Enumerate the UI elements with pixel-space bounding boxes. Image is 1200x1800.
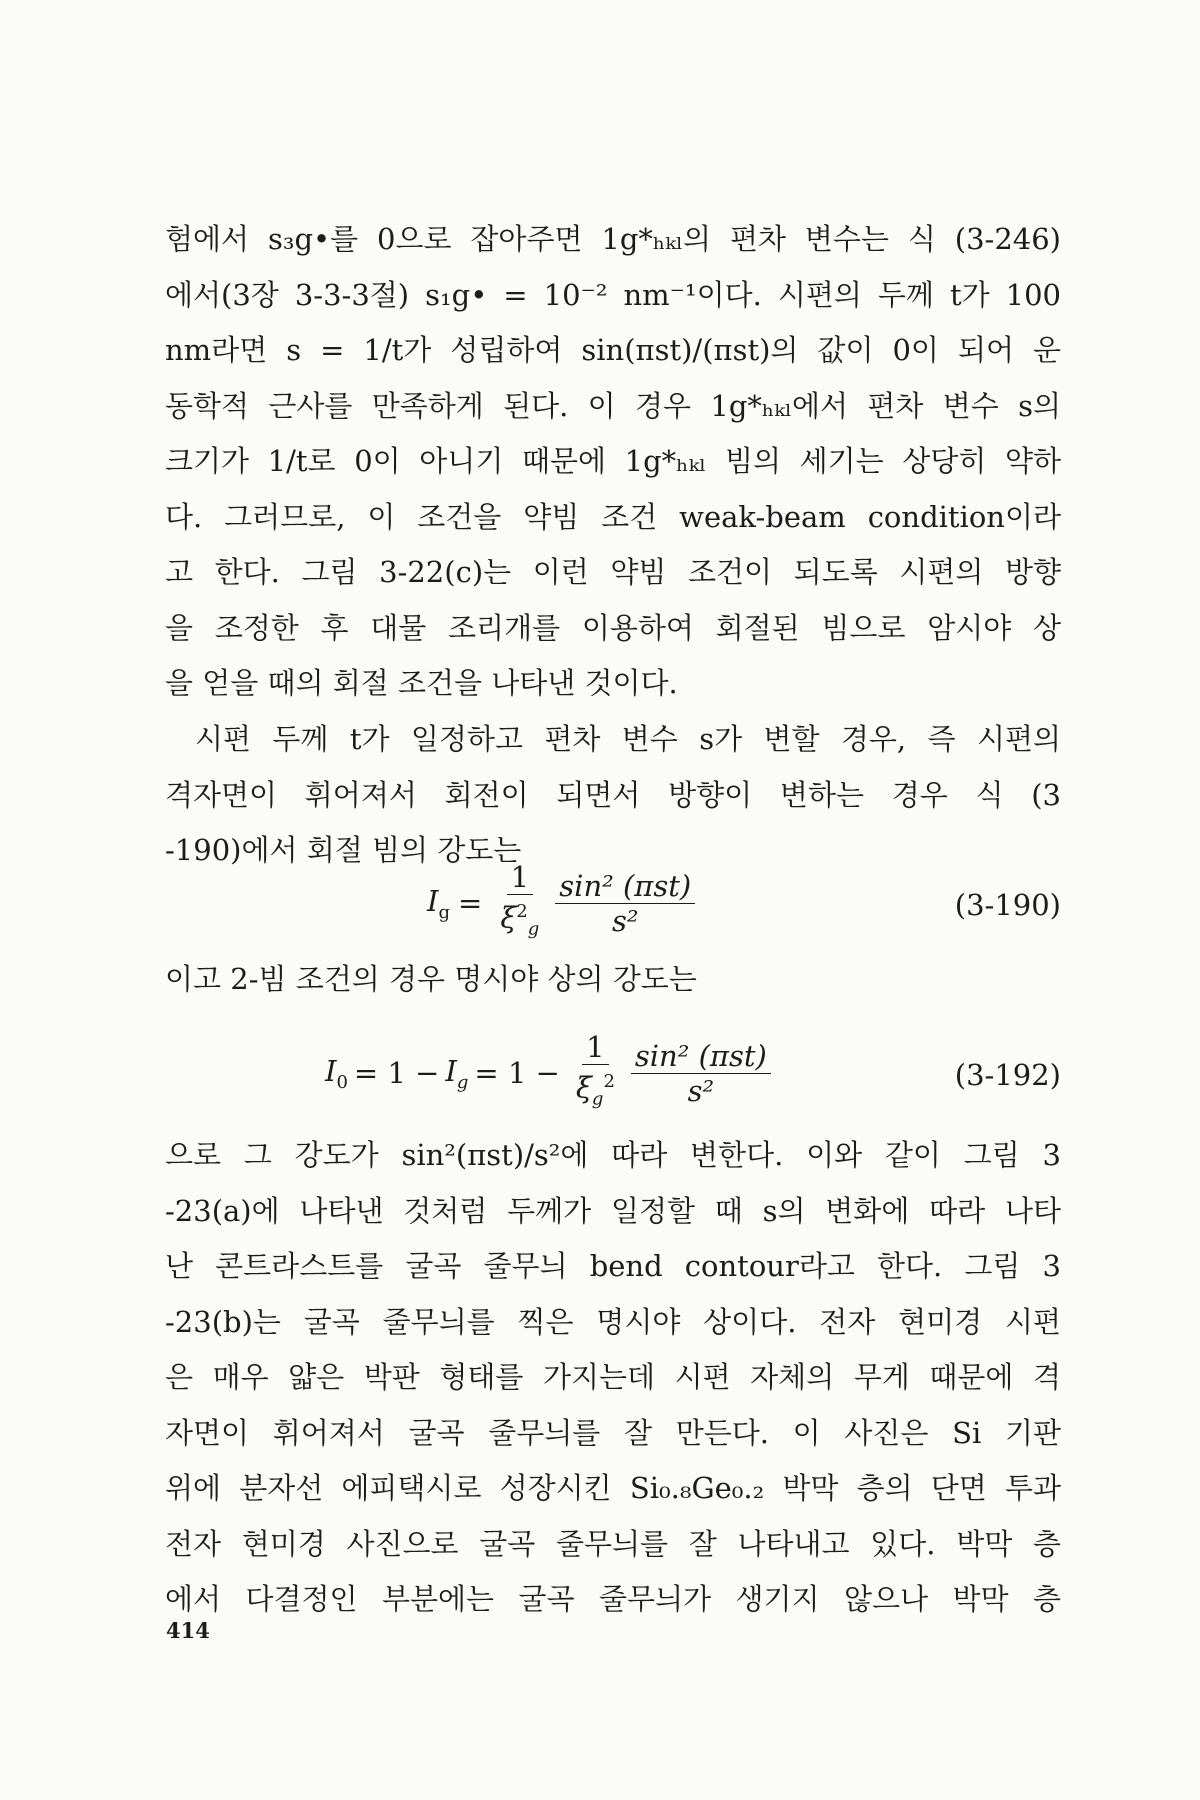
text-line: -190)에서 회절 빔의 강도는 [165,833,522,867]
text-line: -23(b)는 굴곡 줄무늬를 찍은 명시야 상이다. 전자 현미경 시편 [165,1304,1061,1339]
text-line: 험에서 s₃g•를 0으로 잡아주면 1g*ₕₖₗ의 편차 변수는 식 (3-246) [165,222,1061,256]
eq1-lhs: $I_g$ [427,883,450,923]
text-line: 다. 그러므로, 이 조건을 약빔 조건 weak-beam condition이라 [165,499,1061,534]
text-line: 격자면이 휘어져서 회전이 되면서 방향이 변하는 경우 식 (3 [165,777,1061,812]
eq1-number: (3-190) [954,888,1061,922]
text-line: nm라면 s = 1/t가 성립하여 sin(πst)/(πst)의 값이 0이 되어 운 [165,333,1061,367]
paragraph-weak-beam [165,212,1061,712]
text-line: 에서 다결정인 부분에는 굴곡 줄무늬가 생기지 않으나 박막 층 [165,1582,1061,1616]
text-line: 동학적 근사를 만족하게 된다. 이 경우 1g*ₕₖₗ에서 편차 변수 s의 [165,388,1061,423]
text-line: -23(a)에 나타낸 것처럼 두께가 일정할 때 s의 변화에 따라 나타 [165,1193,1061,1228]
text-line: 고 한다. 그림 3-22(c)는 이런 약빔 조건이 되도록 시편의 방향 [165,555,1061,589]
paragraph-bend-intensity [165,712,1061,879]
text-line: 이고 2-빔 조건의 경우 명시야 상의 강도는 [165,962,697,996]
page-number: 414 [166,1618,210,1643]
eq2-tail: = 1 − [474,1056,560,1090]
eq2-lhs: $I_0$ [325,1053,348,1093]
text-line: 을 조정한 후 대물 조리개를 이용하여 회절된 빔으로 암시야 상 [165,610,1061,645]
text-line: 으로 그 강도가 sin²(πst)/s²에 따라 변한다. 이와 같이 그림 3 [165,1138,1061,1172]
eq2-fraction-2: $\frac{\text{sin² (πst)}}{\text{s²}}$ [631,1039,771,1108]
text-line: 전자 현미경 사진으로 굴곡 줄무늬를 잘 나타내고 있다. 박막 층 [165,1526,1061,1561]
eq1-fraction-2: $\frac{\text{sin² (πst)}}{\text{s²}}$ [555,869,695,938]
eq2-middle: = 1 − [353,1056,440,1090]
text-line: 에서(3장 3-3-3절) s₁g• = 10⁻² nm⁻¹이다. 시편의 두께 t가 100 [165,277,1061,312]
text-line: 크기가 1/t로 0이 아니기 때문에 1g*ₕₖₗ 빔의 세기는 상당히 약하 [165,444,1061,478]
eq1-equals: = [458,886,483,920]
text-line: 시편 두께 t가 일정하고 편차 변수 s가 변할 경우, 즉 시편의 [195,722,1061,756]
eq1-fraction-1: $\frac{1}{\xi^2_g}$ [500,859,540,940]
text-line: 은 매우 얇은 박판 형태를 가지는데 시편 자체의 무게 때문에 격 [165,1360,1061,1394]
eq2-number: (3-192) [954,1058,1061,1092]
equation-3-190 [165,858,1061,948]
text-line: 난 콘트라스트를 굴곡 줄무늬 bend contour라고 한다. 그림 3 [165,1249,1061,1283]
text-line: 을 얻을 때의 회절 조건을 나타낸 것이다. [165,666,678,700]
text-line: 위에 분자선 에피택시로 성장시킨 Si₀.₈Ge₀.₂ 박막 층의 단면 투과 [165,1471,1061,1505]
eq2-fraction-1: $\frac{1}{\xi_g^2}$ [575,1029,615,1110]
eq2-ig: $I_g$ [445,1053,469,1093]
text-line: 자면이 휘어져서 굴곡 줄무늬를 잘 만든다. 이 사진은 Si 기판 [165,1415,1061,1450]
paragraph-bright-field [165,952,1061,1008]
paragraph-bend-contour [165,1128,1061,1628]
equation-3-192 [165,1028,1061,1118]
